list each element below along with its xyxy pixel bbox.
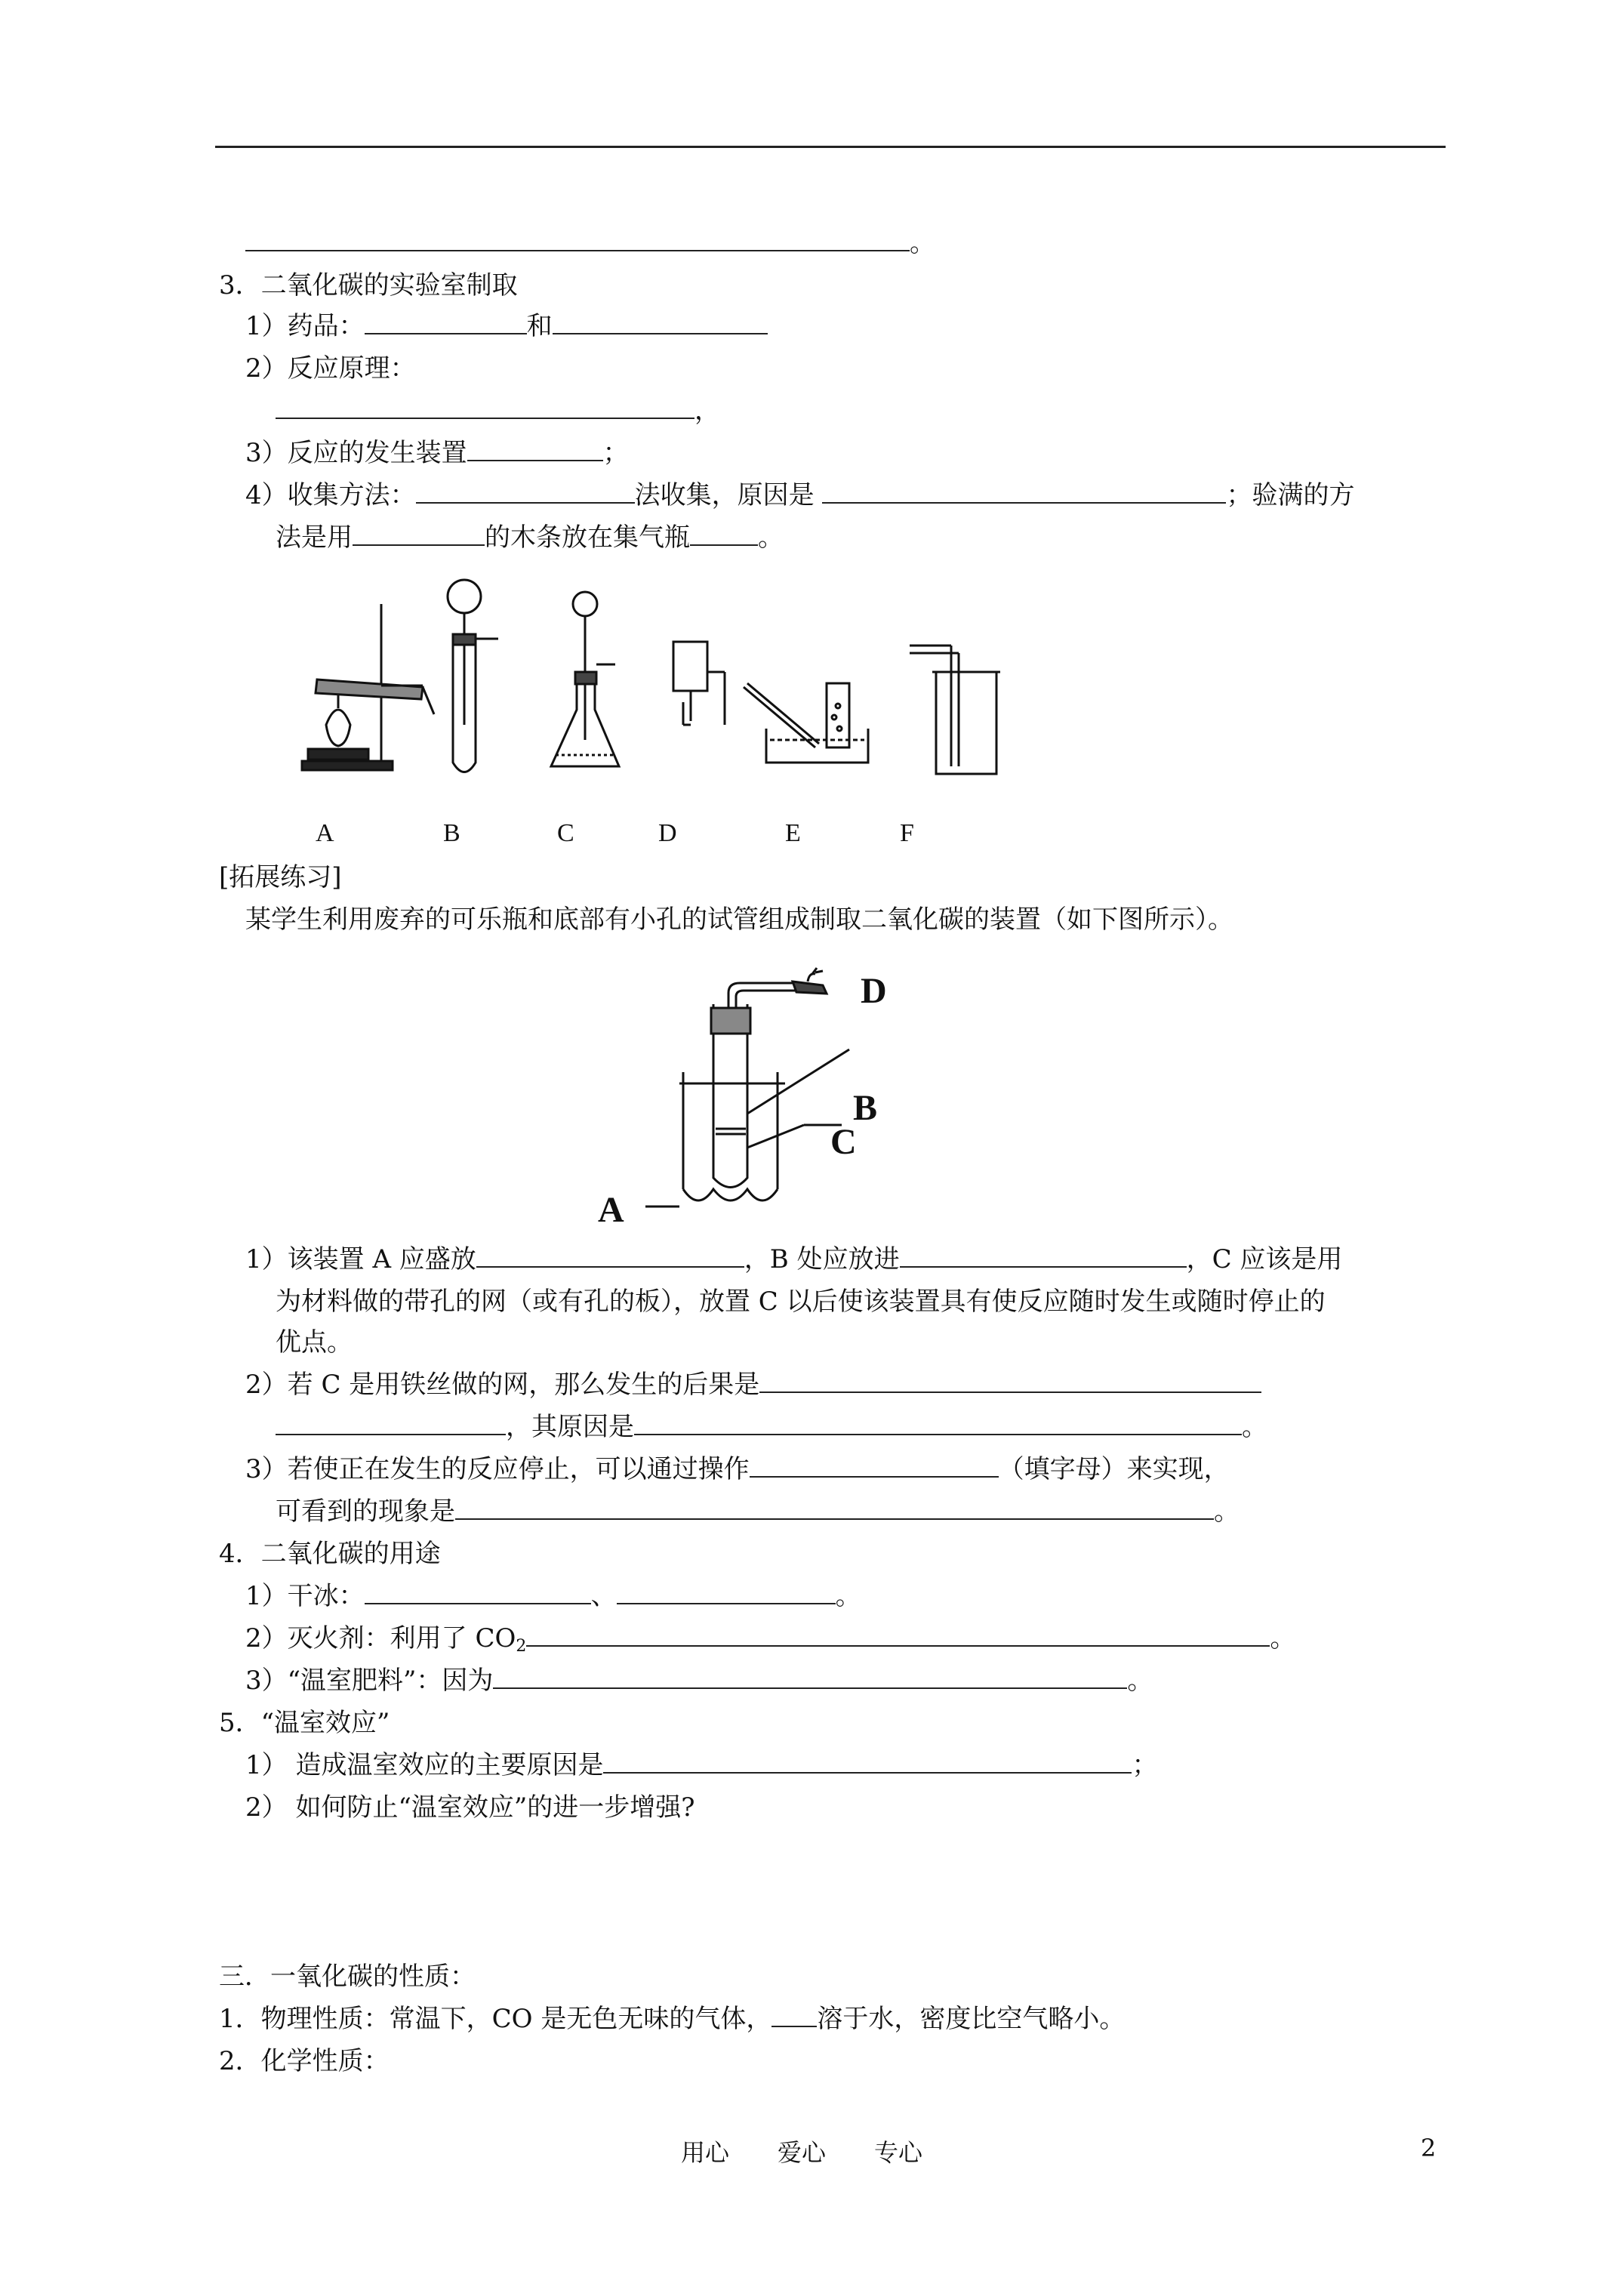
question-2: 2）若 C 是用铁丝做的网，那么发生的后果是 [245, 1368, 1261, 1401]
s4-item-1: 1）干冰： 、 。 [245, 1581, 861, 1611]
answer-blank[interactable] [526, 1623, 1270, 1647]
section-3-title: 3．二氧化碳的实验室制取 [219, 270, 518, 300]
footer-motto-2: 爱心 [778, 2138, 827, 2167]
answer-blank[interactable] [365, 1580, 591, 1604]
section-5-title: 5．“温室效应” [219, 1708, 390, 1738]
answer-blank[interactable] [276, 395, 694, 419]
answer-blank[interactable] [455, 1496, 1214, 1520]
s5-item-2: 2） 如何防止“温室效应”的进一步增强? [245, 1792, 695, 1823]
co-physical: 1．物理性质：常温下，CO 是无色无味的气体， 溶于水，密度比空气略小。 [219, 2004, 1126, 2034]
answer-blank[interactable] [900, 1244, 1187, 1268]
page-number: 2 [1421, 2134, 1437, 2162]
apparatus-label-c: C [557, 819, 574, 847]
apparatus-label-d: D [658, 819, 677, 847]
answer-blank[interactable] [476, 1244, 744, 1268]
answer-blank[interactable] [276, 1411, 506, 1435]
s3-item-4: 4）收集方法： 法收集，原因是 ；验满的方 [245, 480, 1355, 510]
question-3-cont: 可看到的现象是 。 [276, 1496, 1240, 1527]
answer-blank[interactable] [617, 1580, 836, 1604]
s4-item-3: 3）“温室肥料”：因为 。 [245, 1666, 1153, 1696]
answer-blank[interactable] [493, 1665, 1127, 1689]
apparatus-label-b: B [443, 819, 460, 847]
diagram-label-c: C [830, 1122, 857, 1162]
diagram-label-a: A [598, 1190, 624, 1230]
answer-blank[interactable] [467, 437, 603, 461]
answer-blank[interactable] [822, 479, 1226, 504]
question-1: 1）该装置 A 应盛放 ，B 处应放进 ，C 应该是用 [245, 1244, 1343, 1274]
co-chemical: 2．化学性质： [219, 2046, 390, 2076]
answer-blank[interactable] [759, 1369, 1261, 1393]
co-section-title: 三．一氧化碳的性质： [219, 1962, 476, 1992]
apparatus-label-f: F [900, 819, 914, 847]
continuation-line: 。 [245, 227, 935, 260]
answer-blank[interactable] [771, 2003, 817, 2027]
apparatus-figure [272, 574, 1027, 785]
apparatus-label-e: E [785, 819, 801, 847]
s4-item-2: 2）灭火剂：利用了 $CO_2$ 。 [245, 1623, 1296, 1656]
s3-item-1: 1）药品： 和 [245, 310, 768, 343]
extension-intro: 某学生利用废弃的可乐瓶和底部有小孔的试管组成制取二氧化碳的装置（如下图所示）。 [245, 905, 1233, 935]
s5-item-1: 1） 造成温室效应的主要原因是 ； [245, 1750, 1158, 1780]
apparatus-label-a: A [316, 819, 334, 847]
diagram-label-d: D [861, 971, 887, 1011]
footer-motto-1: 用心 [681, 2138, 730, 2167]
answer-blank[interactable] [690, 522, 758, 546]
answer-blank[interactable] [353, 522, 485, 546]
answer-blank[interactable] [603, 1749, 1132, 1774]
footer-motto-3: 专心 [874, 2138, 923, 2167]
question-3: 3）若使正在发生的反应停止，可以通过操作 （填字母）来实现， [245, 1454, 1230, 1484]
question-2-cont: ，其原因是 。 [276, 1410, 1267, 1444]
answer-blank[interactable] [245, 227, 910, 251]
answer-blank[interactable] [634, 1411, 1242, 1435]
header-rule [215, 146, 1446, 148]
question-1-cont: 为材料做的带孔的网（或有孔的板），放置 C 以后使该装置具有使反应随时发生或随时停止的 [276, 1287, 1326, 1317]
section-4-title: 4．二氧化碳的用途 [219, 1539, 441, 1569]
s3-item-3: 3）反应的发生装置 ； [245, 438, 629, 468]
extension-title: [拓展练习] [219, 862, 342, 892]
s3-item-2: 2）反应原理： [245, 353, 416, 384]
answer-blank[interactable] [365, 310, 527, 334]
answer-blank[interactable] [553, 310, 768, 334]
answer-blank[interactable] [416, 479, 635, 504]
diagram-label-b: B [853, 1088, 878, 1128]
s3-item-4-cont: 法是用 的木条放在集气瓶 。 [276, 522, 784, 553]
answer-blank[interactable] [750, 1453, 999, 1478]
question-1-end: 优点。 [276, 1327, 353, 1358]
s3-item-2-answer: ， [276, 394, 720, 427]
